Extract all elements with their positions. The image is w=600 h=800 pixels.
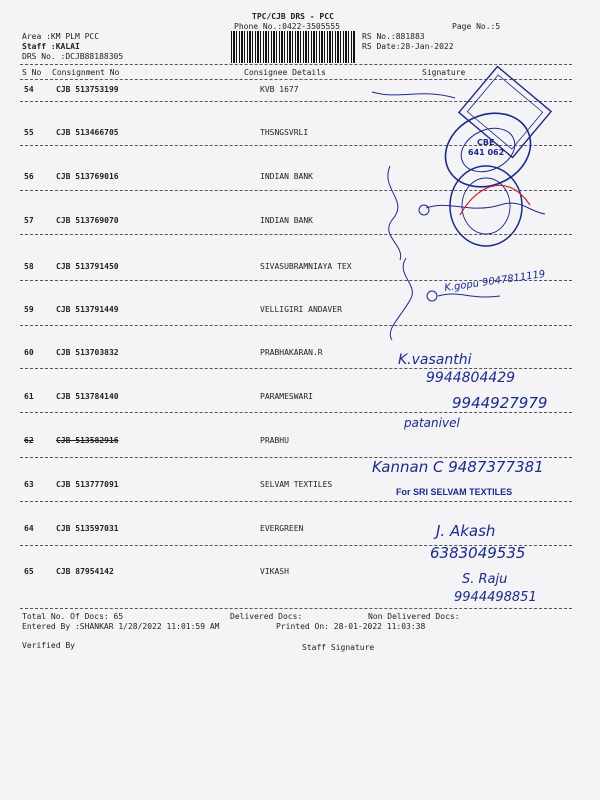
printed-on: Printed On: 28-01-2022 11:03:38 bbox=[276, 622, 426, 631]
row-consignee: PRABHAKARAN.R bbox=[260, 348, 323, 357]
handwritten-vasanthi: K.vasanthi bbox=[398, 352, 472, 368]
handwritten-kannan: Kannan C 9487377381 bbox=[372, 458, 544, 476]
row-consignment: CJB 513703832 bbox=[56, 348, 119, 357]
row-consignee: INDIAN BANK bbox=[260, 172, 313, 181]
row-consignee: EVERGREEN bbox=[260, 524, 304, 533]
row-consignment: CJB 513784140 bbox=[56, 392, 119, 401]
handwritten-phone-2: 9944927979 bbox=[452, 394, 548, 412]
row-consignee: THSNGSVRLI bbox=[260, 128, 309, 137]
row-sno: 59 bbox=[24, 305, 34, 314]
row-sno: 62 bbox=[24, 436, 34, 445]
drs-number: DRS No. :DCJB88188305 bbox=[22, 52, 124, 61]
row-sno: 54 bbox=[24, 85, 34, 94]
row-consignment: CJB 513791449 bbox=[56, 305, 119, 314]
col-sno: S No bbox=[22, 68, 42, 77]
area-label: Area :KM PLM PCC bbox=[22, 32, 100, 41]
rs-number: RS No.:881883 bbox=[362, 32, 425, 41]
row-consignment: CJB 513597031 bbox=[56, 524, 119, 533]
sheet-title: TPC/CJB DRS - PCC bbox=[252, 12, 334, 21]
row-sno: 58 bbox=[24, 262, 34, 271]
row-consignee: SIVASUBRAMNIAYA TEX bbox=[260, 262, 352, 271]
row-consignment: CJB 513582916 bbox=[56, 436, 119, 445]
row-consignment: CJB 513466705 bbox=[56, 128, 119, 137]
row-consignment: CJB 513769070 bbox=[56, 216, 119, 225]
col-consignment: Consignment No bbox=[52, 68, 120, 77]
page-number: Page No.:5 bbox=[452, 22, 501, 31]
handwritten-gopu: K.gopu 9047811119 bbox=[443, 268, 546, 295]
staff-signature: Staff Signature bbox=[302, 643, 375, 652]
stamp-pincode: 641 062 bbox=[468, 148, 505, 157]
row-consignee: INDIAN BANK bbox=[260, 216, 313, 225]
row-consignee: VELLIGIRI ANDAVER bbox=[260, 305, 342, 314]
row-consignment: CJB 87954142 bbox=[56, 567, 114, 576]
row-sno: 61 bbox=[24, 392, 34, 401]
row-consignee: KVB 1677 bbox=[260, 85, 299, 94]
handwritten-phone-4: 9944498851 bbox=[454, 590, 537, 605]
row-sno: 55 bbox=[24, 128, 34, 137]
row-sno: 64 bbox=[24, 524, 34, 533]
delivered-docs: Delivered Docs: bbox=[230, 612, 303, 621]
row-consignment: CJB 513777091 bbox=[56, 480, 119, 489]
verified-by: Verified By bbox=[22, 641, 75, 650]
handwritten-phone-1: 9944804429 bbox=[426, 370, 516, 386]
handwritten-raju: S. Raju bbox=[462, 572, 508, 587]
rs-date: RS Date:28-Jan-2022 bbox=[362, 42, 454, 51]
row-consignment: CJB 513753199 bbox=[56, 85, 119, 94]
row-sno: 56 bbox=[24, 172, 34, 181]
phone-number: Phone No.:0422-3505555 bbox=[234, 22, 340, 31]
handwritten-akash: J. Akash bbox=[436, 522, 496, 540]
selvam-textiles-stamp: For SRI SELVAM TEXTILES bbox=[396, 487, 513, 497]
row-consignee: VIKASH bbox=[260, 567, 289, 576]
row-consignment: CJB 513769016 bbox=[56, 172, 119, 181]
non-delivered-docs: Non Delivered Docs: bbox=[368, 612, 460, 621]
handwritten-patanivel: patanivel bbox=[404, 416, 460, 430]
staff-label: Staff :KALAI bbox=[22, 42, 80, 51]
col-signature: Signature bbox=[422, 68, 466, 77]
row-sno: 60 bbox=[24, 348, 34, 357]
entered-by: Entered By :SHANKAR 1/28/2022 11:01:59 AM bbox=[22, 622, 220, 631]
row-sno: 65 bbox=[24, 567, 34, 576]
row-sno: 57 bbox=[24, 216, 34, 225]
col-consignee: Consignee Details bbox=[244, 68, 326, 77]
row-consignment: CJB 513791450 bbox=[56, 262, 119, 271]
stamp-cbe: CBE bbox=[477, 138, 495, 147]
row-consignee: SELVAM TEXTILES bbox=[260, 480, 333, 489]
row-consignee: PRABHU bbox=[260, 436, 289, 445]
row-sno: 63 bbox=[24, 480, 34, 489]
row-consignee: PARAMESWARI bbox=[260, 392, 313, 401]
total-docs: Total No. Of Docs: 65 bbox=[22, 612, 124, 621]
handwritten-phone-3: 6383049535 bbox=[430, 544, 526, 562]
